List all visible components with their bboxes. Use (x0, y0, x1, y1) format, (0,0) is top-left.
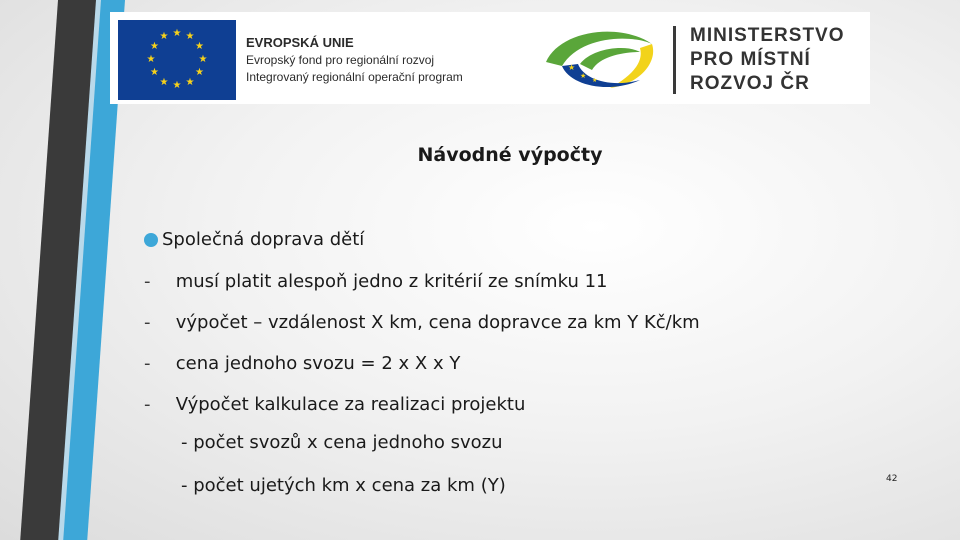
sub-list-item: - počet ujetých km x cena za km (Y) (181, 475, 506, 496)
eu-star-icon: ★ (172, 28, 182, 39)
ministry-logo-text (690, 24, 845, 96)
eu-star-icon: ★ (159, 31, 169, 43)
eu-star-icon: ★ (149, 41, 159, 52)
eu-star-icon: ★ (172, 80, 182, 91)
svg-text:★: ★ (592, 77, 598, 84)
sub-list-item: - počet svozů x cena jednoho svozu (181, 432, 503, 453)
eu-star-icon: ★ (185, 31, 195, 43)
dash-marker: - (144, 353, 151, 374)
ministry-line-3: ROZVOJ ČR (690, 73, 810, 94)
eu-fund: Evropský fond pro regionální rozvoj (246, 53, 435, 67)
list-item-text: musí platit alespoň jedno z kritérií ze snímku 11 (175, 271, 608, 292)
eu-program: Integrovaný regionální operační program (246, 70, 463, 84)
list-item (144, 394, 525, 415)
logo-divider (673, 26, 676, 94)
main-bullet (144, 229, 364, 250)
svg-text:★: ★ (568, 63, 576, 72)
dash-marker: - (144, 394, 151, 415)
ministry-line-1: MINISTERSTVO (690, 25, 845, 46)
list-item (144, 271, 608, 292)
eu-star-icon: ★ (146, 54, 156, 65)
dash-marker: - (144, 271, 151, 292)
eu-flag-icon (118, 20, 236, 100)
eu-star-icon: ★ (195, 67, 204, 78)
ministry-line-2: PRO MÍSTNÍ (690, 49, 811, 70)
slide-title: Návodné výpočty (417, 144, 603, 166)
eu-star-icon: ★ (198, 54, 208, 65)
mmr-logo-icon (540, 22, 660, 96)
list-item-text: cena jednoho svozu = 2 x X x Y (175, 353, 461, 374)
eu-star-icon: ★ (149, 67, 159, 78)
dash-marker: - (144, 312, 151, 333)
list-item-text: výpočet – vzdálenost X km, cena dopravce za km Y Kč/km (175, 312, 700, 333)
logo-bar (110, 12, 870, 104)
main-bullet-text: Společná doprava dětí (162, 229, 365, 250)
round-bullet-icon (144, 233, 158, 247)
page-number: 42 (886, 474, 898, 484)
svg-text:★: ★ (580, 72, 587, 80)
eu-star-icon: ★ (195, 41, 204, 52)
eu-star-icon: ★ (185, 76, 195, 88)
eu-logo-text (246, 34, 463, 86)
list-item (144, 312, 700, 333)
list-item (144, 353, 460, 374)
eu-star-icon: ★ (159, 76, 169, 88)
list-item-text: Výpočet kalkulace za realizaci projektu (175, 394, 526, 415)
eu-title: EVROPSKÁ UNIE (246, 35, 354, 50)
